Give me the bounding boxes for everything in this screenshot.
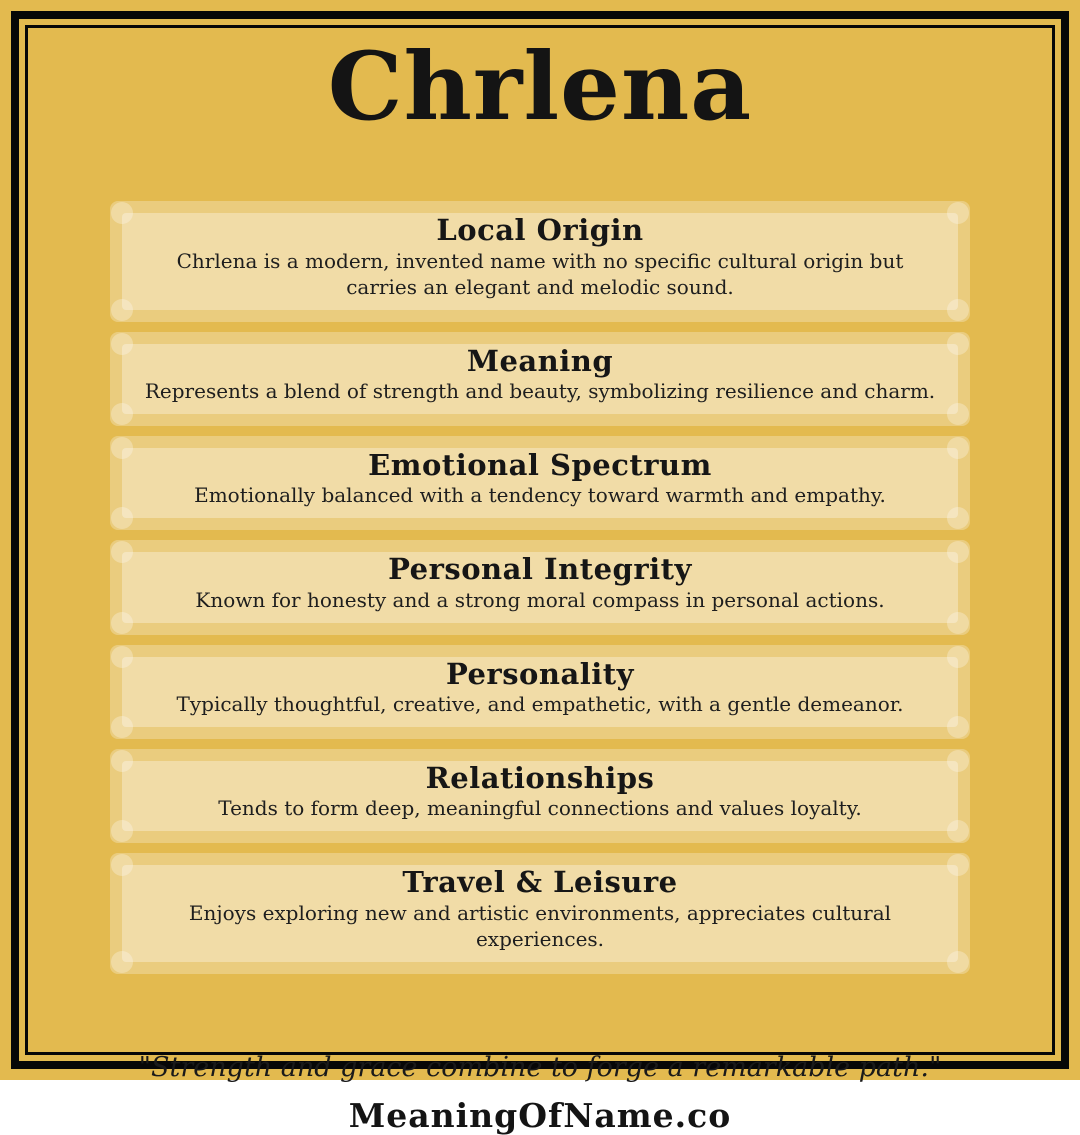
section-card-panel [122,865,958,961]
corner-dot-icon [947,646,969,668]
corner-dot-icon [111,507,133,529]
corner-dot-icon [947,612,969,634]
section-card-personality [110,645,970,739]
corner-dot-icon [111,612,133,634]
corner-dot-icon [947,854,969,876]
section-description: Known for honesty and a strong moral compass in personal actions. [195,587,885,612]
section-title: Local Origin [436,213,644,248]
corner-dot-icon [111,299,133,321]
section-card-panel [122,552,958,622]
section-card-panel [122,344,958,414]
section-description: Tends to form deep, meaningful connections and values loyalty. [218,796,862,821]
section-card-emotional-spectrum [110,436,970,530]
corner-dot-icon [111,646,133,668]
corner-dot-icon [111,820,133,842]
section-title: Meaning [466,343,614,378]
corner-dot-icon [947,437,969,459]
section-card-travel-leisure [110,853,970,973]
corner-dot-icon [111,437,133,459]
corner-dot-icon [111,333,133,355]
corner-dot-icon [947,299,969,321]
section-card-panel [122,448,958,518]
section-title: Personal Integrity [388,552,692,587]
corner-dot-icon [947,820,969,842]
corner-dot-icon [111,750,133,772]
corner-dot-icon [111,403,133,425]
corner-dot-icon [947,716,969,738]
brand-name: MeaningOfName.co [348,1095,732,1135]
section-card-local-origin [110,201,970,321]
corner-dot-icon [947,507,969,529]
corner-dot-icon [947,202,969,224]
corner-dot-icon [111,951,133,973]
section-description: Chrlena is a modern, invented name with no specific cultural origin but carries an elegant and melodic sound. [176,248,904,299]
section-card-panel [122,761,958,831]
content-area [28,28,1052,1135]
section-title: Personality [445,656,635,691]
section-description: Represents a blend of strength and beauty, symbolizing resilience and charm. [144,379,936,404]
section-card-panel [122,657,958,727]
corner-dot-icon [947,750,969,772]
corner-dot-icon [947,403,969,425]
section-title: Relationships [425,761,655,796]
section-card-meaning [110,332,970,426]
section-description: Typically thoughtful, creative, and empathetic, with a gentle demeanor. [176,692,904,717]
corner-dot-icon [111,716,133,738]
section-title: Travel & Leisure [402,865,678,900]
section-title: Emotional Spectrum [368,448,712,483]
section-card-panel [122,213,958,309]
quote-text: "Strength and grace combine to forge a remarkable path." [138,1051,942,1083]
page-title: Chrlena [327,32,753,142]
corner-dot-icon [947,333,969,355]
section-description: Enjoys exploring new and artistic environments, appreciates cultural experiences. [188,900,892,951]
corner-dot-icon [947,951,969,973]
section-card-relationships [110,749,970,843]
sections-list [110,201,970,983]
corner-dot-icon [947,541,969,563]
section-description: Emotionally balanced with a tendency toward warmth and empathy. [194,483,886,508]
section-card-personal-integrity [110,540,970,634]
